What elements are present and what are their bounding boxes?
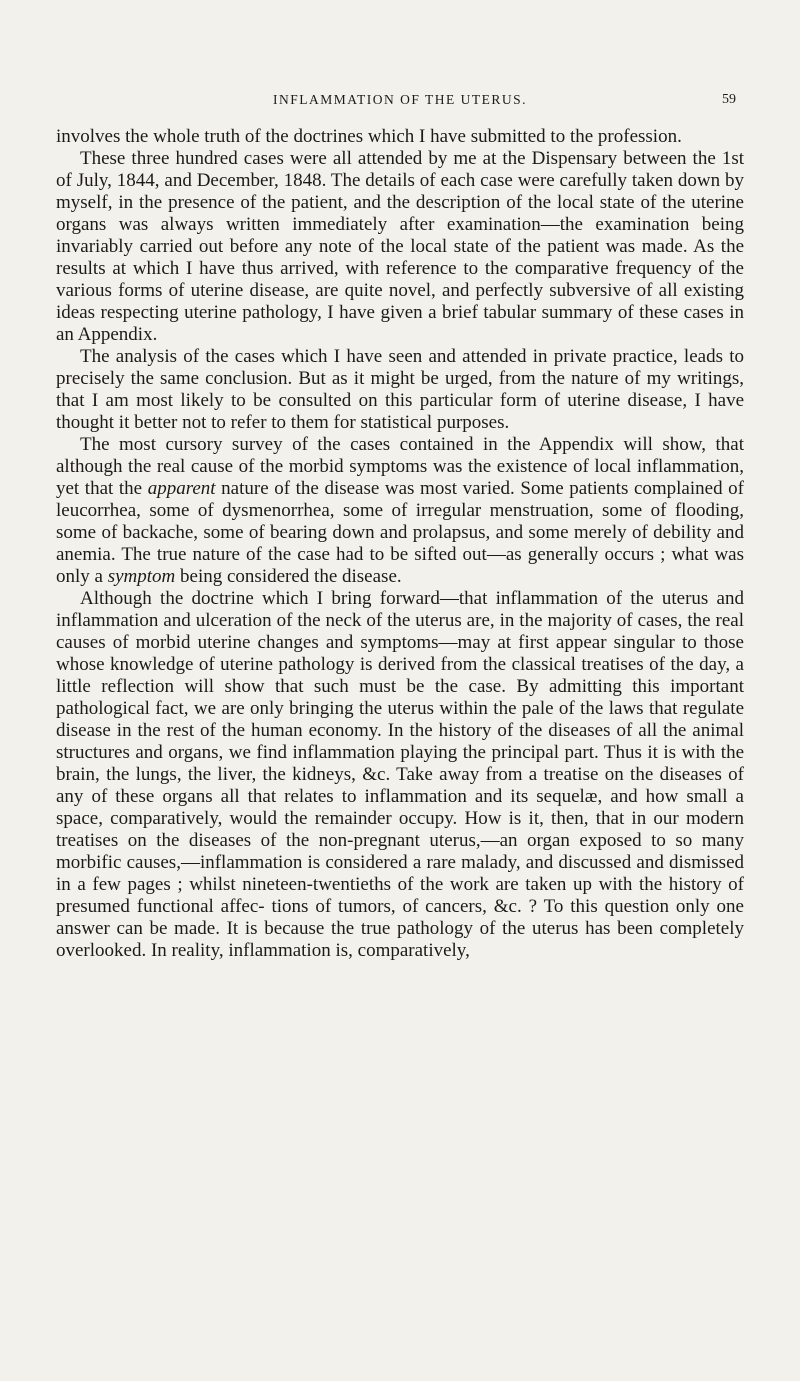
paragraph-text: These three hundred cases were all attended by me at the Dispensary between the 1st of July, 1844, and December, 1848. The details of each case were carefully taken down by myself, in the presence of the patient, and the description of the local state of the uterine organs was always written immediately after examination—the examination being invariably carried out before any note of the local state of the patient was made. As the results at which I have thus arrived, with reference to the comparative frequency of the various forms of uterine disease, are quite novel, and perfectly subversive of all existing ideas respecting uterine pathology, I have given a brief tabular summary of these cases in an Appendix. <box>56 148 744 345</box>
paragraph-text: Although the doctrine which I bring forward—that inflammation of the uterus and inflammation and ulceration of the neck of the uterus are, in the majority of cases, the real causes of morbid uterine changes and symptoms—may at first appear singular to those whose knowledge of uterine pathology is derived from the classical treatises of the day, a little reflection will show that such must be the case. By admitting this important pathological fact, we are only bringing the uterus within the pale of the laws that regulate disease in the rest of the human economy. In the history of the diseases of all the animal structures and organs, we find inflammation playing the principal part. Thus it is with the brain, the lungs, the liver, the kidneys, &c. Take away from a treatise on the diseases of any of these organs all that relates to inflammation and its sequelæ, and how small a space, comparatively, would the remainder occupy. How is it, then, that in our modern treatises on the diseases of the non-pregnant uterus,—an organ exposed to so many morbific causes,—inflammation is considered a rare malady, and discussed and dismissed in a few pages ; whilst nineteen-twentieths of the work are taken up with the history of presumed functional affec- tions of tumors, of cancers, &c. ? To this question only one answer can be made. It is because the true pathology of the uterus has been completely overlooked. In reality, inflammation is, comparatively, <box>56 588 744 961</box>
paragraph <box>56 588 744 962</box>
paragraph <box>56 346 744 434</box>
paragraph <box>56 434 744 588</box>
page-number: 59 <box>722 92 736 107</box>
running-head: INFLAMMATION OF THE UTERUS. <box>272 92 527 107</box>
paragraph-text: involves the whole truth of the doctrines which I have submitted to the profession. <box>56 126 682 147</box>
emphasis-text: apparent <box>147 478 216 499</box>
body-text <box>56 126 744 962</box>
paragraph-text: nature of the disease was most varied. Some patients complained of leucorrhea, some of dysmenorrhea, some of irregular menstruation, some of flooding, some of backache, some of bearing down and prolapsus, and some merely of debility and anemia. The true nature of the case had to be sifted out—as generally occurs ; what was only a <box>56 478 744 587</box>
paragraph <box>56 126 744 148</box>
emphasis-text: symptom <box>107 566 176 587</box>
paragraph-text: The most cursory survey of the cases contained in the Appendix will show, that although the real cause of the morbid symptoms was the existence of local inflammation, yet that the <box>56 434 744 499</box>
paragraph <box>56 148 744 346</box>
paragraph-text: being considered the disease. <box>175 566 402 587</box>
paragraph-text: The analysis of the cases which I have seen and attended in private practice, leads to precisely the same conclusion. But as it might be urged, from the nature of my writings, that I am most likely to be consulted on this particular form of uterine disease, I have thought it better not to refer to them for statistical purposes. <box>56 346 744 433</box>
